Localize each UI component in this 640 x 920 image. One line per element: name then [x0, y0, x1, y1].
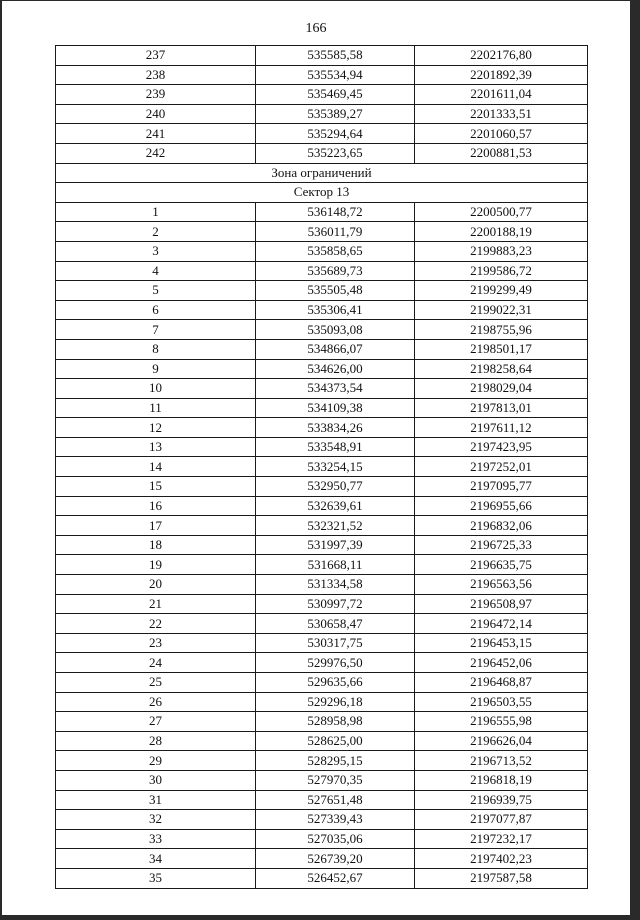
y-coordinate-cell: 2196713,52 [415, 751, 588, 771]
point-number-cell: 19 [56, 555, 256, 575]
y-coordinate-cell: 2197077,87 [415, 810, 588, 830]
table-row [56, 477, 588, 497]
point-number-cell: 14 [56, 457, 256, 477]
table-row [56, 281, 588, 301]
table-row [56, 594, 588, 614]
table-row [56, 633, 588, 653]
table-row [56, 790, 588, 810]
point-number-cell: 15 [56, 477, 256, 497]
x-coordinate-cell: 535858,65 [256, 241, 415, 261]
coordinates-table [55, 45, 588, 889]
y-coordinate-cell: 2198029,04 [415, 379, 588, 399]
point-number-cell: 21 [56, 594, 256, 614]
point-number-cell: 17 [56, 516, 256, 536]
y-coordinate-cell: 2196832,06 [415, 516, 588, 536]
table-row [56, 320, 588, 340]
sector-heading: Сектор 13 [56, 183, 588, 203]
x-coordinate-cell: 533548,91 [256, 437, 415, 457]
x-coordinate-cell: 531668,11 [256, 555, 415, 575]
table-row [56, 398, 588, 418]
x-coordinate-cell: 529635,66 [256, 673, 415, 693]
x-coordinate-cell: 535505,48 [256, 281, 415, 301]
y-coordinate-cell: 2197095,77 [415, 477, 588, 497]
y-coordinate-cell: 2196508,97 [415, 594, 588, 614]
y-coordinate-cell: 2201611,04 [415, 85, 588, 105]
y-coordinate-cell: 2196818,19 [415, 770, 588, 790]
x-coordinate-cell: 534626,00 [256, 359, 415, 379]
x-coordinate-cell: 530317,75 [256, 633, 415, 653]
y-coordinate-cell: 2199586,72 [415, 261, 588, 281]
point-number-cell: 238 [56, 65, 256, 85]
x-coordinate-cell: 535389,27 [256, 104, 415, 124]
x-coordinate-cell: 530658,47 [256, 614, 415, 634]
y-coordinate-cell: 2197423,95 [415, 437, 588, 457]
point-number-cell: 25 [56, 673, 256, 693]
point-number-cell: 24 [56, 653, 256, 673]
x-coordinate-cell: 527035,06 [256, 829, 415, 849]
table-row [56, 692, 588, 712]
x-coordinate-cell: 535534,94 [256, 65, 415, 85]
y-coordinate-cell: 2197232,17 [415, 829, 588, 849]
y-coordinate-cell: 2196472,14 [415, 614, 588, 634]
point-number-cell: 11 [56, 398, 256, 418]
table-row [56, 731, 588, 751]
table-row [56, 65, 588, 85]
table-row [56, 751, 588, 771]
y-coordinate-cell: 2198755,96 [415, 320, 588, 340]
y-coordinate-cell: 2197252,01 [415, 457, 588, 477]
y-coordinate-cell: 2196468,87 [415, 673, 588, 693]
point-number-cell: 240 [56, 104, 256, 124]
top-rows-group [56, 46, 588, 164]
y-coordinate-cell: 2197611,12 [415, 418, 588, 438]
point-number-cell: 9 [56, 359, 256, 379]
point-number-cell: 13 [56, 437, 256, 457]
x-coordinate-cell: 536148,72 [256, 202, 415, 222]
page-number: 166 [305, 21, 327, 36]
table-row [56, 241, 588, 261]
point-number-cell: 10 [56, 379, 256, 399]
y-coordinate-cell: 2201892,39 [415, 65, 588, 85]
y-coordinate-cell: 2200881,53 [415, 143, 588, 163]
table-row [56, 849, 588, 869]
table-row [56, 261, 588, 281]
y-coordinate-cell: 2200500,77 [415, 202, 588, 222]
y-coordinate-cell: 2200188,19 [415, 222, 588, 242]
document-page [2, 1, 630, 915]
point-number-cell: 8 [56, 339, 256, 359]
x-coordinate-cell: 532321,52 [256, 516, 415, 536]
x-coordinate-cell: 530997,72 [256, 594, 415, 614]
x-coordinate-cell: 535469,45 [256, 85, 415, 105]
table-row [56, 104, 588, 124]
point-number-cell: 29 [56, 751, 256, 771]
x-coordinate-cell: 526739,20 [256, 849, 415, 869]
point-number-cell: 242 [56, 143, 256, 163]
point-number-cell: 27 [56, 712, 256, 732]
sector-heading-row [56, 183, 588, 203]
x-coordinate-cell: 529976,50 [256, 653, 415, 673]
table-row [56, 379, 588, 399]
y-coordinate-cell: 2202176,80 [415, 46, 588, 66]
x-coordinate-cell: 528625,00 [256, 731, 415, 751]
x-coordinate-cell: 535306,41 [256, 300, 415, 320]
y-coordinate-cell: 2197813,01 [415, 398, 588, 418]
point-number-cell: 1 [56, 202, 256, 222]
point-number-cell: 239 [56, 85, 256, 105]
point-number-cell: 34 [56, 849, 256, 869]
y-coordinate-cell: 2196635,75 [415, 555, 588, 575]
point-number-cell: 22 [56, 614, 256, 634]
x-coordinate-cell: 528295,15 [256, 751, 415, 771]
point-number-cell: 5 [56, 281, 256, 301]
point-number-cell: 3 [56, 241, 256, 261]
table-row [56, 85, 588, 105]
point-number-cell: 6 [56, 300, 256, 320]
table-row [56, 516, 588, 536]
x-coordinate-cell: 531334,58 [256, 575, 415, 595]
point-number-cell: 241 [56, 124, 256, 144]
y-coordinate-cell: 2196453,15 [415, 633, 588, 653]
table-row [56, 712, 588, 732]
y-coordinate-cell: 2198258,64 [415, 359, 588, 379]
point-number-cell: 18 [56, 535, 256, 555]
y-coordinate-cell: 2196955,66 [415, 496, 588, 516]
point-number-cell: 33 [56, 829, 256, 849]
point-number-cell: 4 [56, 261, 256, 281]
x-coordinate-cell: 528958,98 [256, 712, 415, 732]
y-coordinate-cell: 2196939,75 [415, 790, 588, 810]
table-row [56, 614, 588, 634]
x-coordinate-cell: 529296,18 [256, 692, 415, 712]
x-coordinate-cell: 536011,79 [256, 222, 415, 242]
table-row [56, 437, 588, 457]
point-number-cell: 16 [56, 496, 256, 516]
point-number-cell: 30 [56, 770, 256, 790]
x-coordinate-cell: 527651,48 [256, 790, 415, 810]
y-coordinate-cell: 2197587,58 [415, 868, 588, 888]
point-number-cell: 31 [56, 790, 256, 810]
table-row [56, 143, 588, 163]
table-row [56, 673, 588, 693]
y-coordinate-cell: 2199883,23 [415, 241, 588, 261]
y-coordinate-cell: 2196503,55 [415, 692, 588, 712]
table-row [56, 829, 588, 849]
y-coordinate-cell: 2196563,56 [415, 575, 588, 595]
x-coordinate-cell: 532639,61 [256, 496, 415, 516]
y-coordinate-cell: 2199022,31 [415, 300, 588, 320]
section-headings [56, 163, 588, 202]
x-coordinate-cell: 534373,54 [256, 379, 415, 399]
table-row [56, 124, 588, 144]
table-row [56, 202, 588, 222]
table-row [56, 810, 588, 830]
point-number-cell: 23 [56, 633, 256, 653]
point-number-cell: 26 [56, 692, 256, 712]
point-number-cell: 237 [56, 46, 256, 66]
y-coordinate-cell: 2201060,57 [415, 124, 588, 144]
y-coordinate-cell: 2196725,33 [415, 535, 588, 555]
point-number-cell: 12 [56, 418, 256, 438]
point-number-cell: 7 [56, 320, 256, 340]
x-coordinate-cell: 535689,73 [256, 261, 415, 281]
table-row [56, 222, 588, 242]
x-coordinate-cell: 535093,08 [256, 320, 415, 340]
zone-heading: Зона ограничений [56, 163, 588, 183]
point-number-cell: 32 [56, 810, 256, 830]
table-row [56, 496, 588, 516]
point-number-cell: 2 [56, 222, 256, 242]
point-number-cell: 35 [56, 868, 256, 888]
y-coordinate-cell: 2196555,98 [415, 712, 588, 732]
table-row [56, 575, 588, 595]
y-coordinate-cell: 2196626,04 [415, 731, 588, 751]
table-row [56, 868, 588, 888]
x-coordinate-cell: 535294,64 [256, 124, 415, 144]
x-coordinate-cell: 527970,35 [256, 770, 415, 790]
table-row [56, 653, 588, 673]
table-row [56, 457, 588, 477]
y-coordinate-cell: 2201333,51 [415, 104, 588, 124]
table-row [56, 300, 588, 320]
table-row [56, 555, 588, 575]
x-coordinate-cell: 533834,26 [256, 418, 415, 438]
y-coordinate-cell: 2197402,23 [415, 849, 588, 869]
table-row [56, 535, 588, 555]
zone-heading-row [56, 163, 588, 183]
y-coordinate-cell: 2198501,17 [415, 339, 588, 359]
table-row [56, 770, 588, 790]
x-coordinate-cell: 534866,07 [256, 339, 415, 359]
x-coordinate-cell: 535223,65 [256, 143, 415, 163]
x-coordinate-cell: 527339,43 [256, 810, 415, 830]
x-coordinate-cell: 534109,38 [256, 398, 415, 418]
x-coordinate-cell: 535585,58 [256, 46, 415, 66]
point-number-cell: 20 [56, 575, 256, 595]
table-row [56, 359, 588, 379]
sector-rows-group [56, 202, 588, 888]
y-coordinate-cell: 2196452,06 [415, 653, 588, 673]
table-row [56, 339, 588, 359]
table-row [56, 418, 588, 438]
y-coordinate-cell: 2199299,49 [415, 281, 588, 301]
x-coordinate-cell: 532950,77 [256, 477, 415, 497]
point-number-cell: 28 [56, 731, 256, 751]
x-coordinate-cell: 531997,39 [256, 535, 415, 555]
x-coordinate-cell: 526452,67 [256, 868, 415, 888]
x-coordinate-cell: 533254,15 [256, 457, 415, 477]
table-row [56, 46, 588, 66]
